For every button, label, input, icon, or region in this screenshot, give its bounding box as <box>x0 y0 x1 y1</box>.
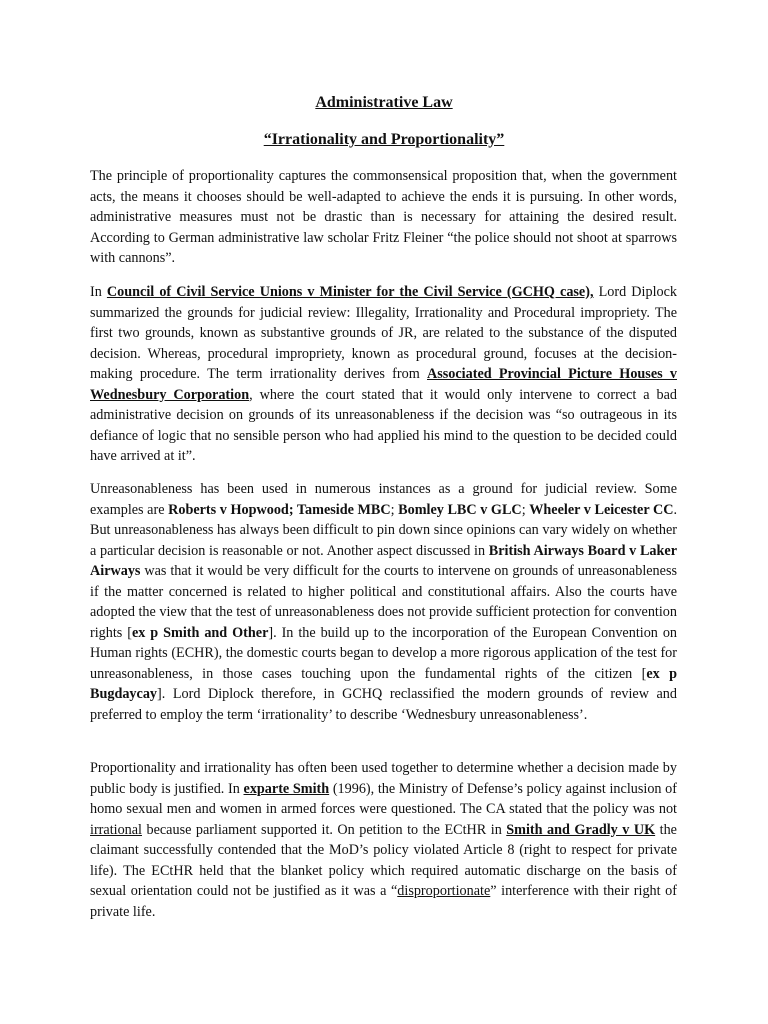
paragraph-1 <box>90 166 677 269</box>
case-bugdaycay: ex p Bugdaycay <box>90 665 678 702</box>
paragraph-4-text-4: the claimant successfully contended that the MoD’s policy violated Article 8 (right to respect for private life). The ECtHR held that the blanket policy which required automatic discharge on the basis of sexual orientation could not be justified as it was a “ <box>90 821 677 899</box>
paragraph-4-text-1: Proportionality and irrationality has often been used together to determine whether a decision made by public body is justified. In <box>90 760 677 797</box>
paragraph-2-text-2: Lord Diplock summarized the grounds for judicial review: Illegality, Irrationality and Procedural impropriety. The first two grounds, known as substantive grounds of JR, are related to the substance of the disputed decision. Whereas, procedural impropriety, known as procedural ground, focuses at the decision-making procedure. The term irrationality derives from <box>90 284 677 382</box>
document-subtitle: “Irrationality and Proportionality” <box>263 131 505 148</box>
case-smith-gradly: Smith and Gradly v UK <box>506 821 656 838</box>
document-title: Administrative Law <box>315 94 453 111</box>
case-wheeler: Wheeler v Leicester CC <box>529 501 674 518</box>
word-irrational: irrational <box>90 821 142 838</box>
paragraph-3-text-3: ; <box>521 501 530 518</box>
case-smith: ex p Smith and Other <box>131 624 269 641</box>
paragraph-3-text-4: . But unreasonableness has always been difficult to pin down since opinions can vary widely on whether a particular decision is reasonable or not. Another aspect discussed in <box>90 501 677 559</box>
case-laker: British Airways Board v Laker Airways <box>90 542 677 579</box>
paragraph-4-text-2: (1996), the Ministry of Defense’s policy against inclusion of homo sexual men and women in armed forces were questioned. The CA stated that the policy was not <box>90 780 677 817</box>
paragraph-3-text-2: ; <box>390 501 399 518</box>
paragraph-2-text-3: , where the court stated that it would only intervene to correct a bad administrative decision on grounds of its unreasonableness if the decision was “so outrageous in its defiance of logic that no sensible person who had applied his mind to the question to be decided could have arrived at it”. <box>90 386 678 464</box>
paragraph-3 <box>90 479 677 725</box>
paragraph-2-text-1: In <box>90 284 107 300</box>
paragraph-1-text: The principle of proportionality captures the commonsensical proposition that, when the government acts, the means it chooses should be well-adapted to achieve the ends it is pursuing. In other words, administrative measures must not be drastic than is necessary for attaining the desired result. According to German administrative law scholar Fritz Fleiner “the police should not shoot at sparrows with cannons”. <box>90 168 677 266</box>
paragraph-2 <box>90 282 677 467</box>
paragraph-3-text-5: was that it would be very difficult for the courts to intervene on grounds of unreasonableness if the matter concerned is related to higher political and constitutional affairs. Also the courts have adopted the view that the test of unreasonableness does not provide sufficient protection for convention rights [ <box>90 563 677 641</box>
case-roberts: Roberts v Hopwood; Tameside MBC <box>168 501 391 518</box>
case-bromley: Bomley LBC v GLC <box>398 501 522 518</box>
paragraph-3-text-7: ]. Lord Diplock therefore, in GCHQ reclassified the modern grounds of review and preferred to employ the term ‘irrationality’ to describe ‘Wednesbury unreasonableness’. <box>90 686 677 723</box>
paragraph-4-text-3: because parliament supported it. On petition to the ECtHR in <box>142 821 507 838</box>
paragraph-4 <box>90 758 677 922</box>
paragraph-4-text-5: ” interference with their right of private life. <box>90 883 677 920</box>
case-wednesbury: Associated Provincial Picture Houses v Wednesbury Corporation <box>90 366 677 403</box>
case-gchq: Council of Civil Service Unions v Minister for the Civil Service (GCHQ case), <box>106 284 594 300</box>
word-disproportionate: disproportionate <box>397 883 491 899</box>
paragraph-3-text-1: Unreasonableness has been used in numerous instances as a ground for judicial review. Some examples are <box>90 481 677 518</box>
paragraph-3-text-6: ]. In the build up to the incorporation of the European Convention on Human rights (ECHR), the domestic courts began to develop a more rigorous application of the test for unreasonableness, in those cases touching upon the fundamental rights of the citizen [ <box>90 624 678 682</box>
case-exparte-smith: exparte Smith <box>243 780 330 797</box>
